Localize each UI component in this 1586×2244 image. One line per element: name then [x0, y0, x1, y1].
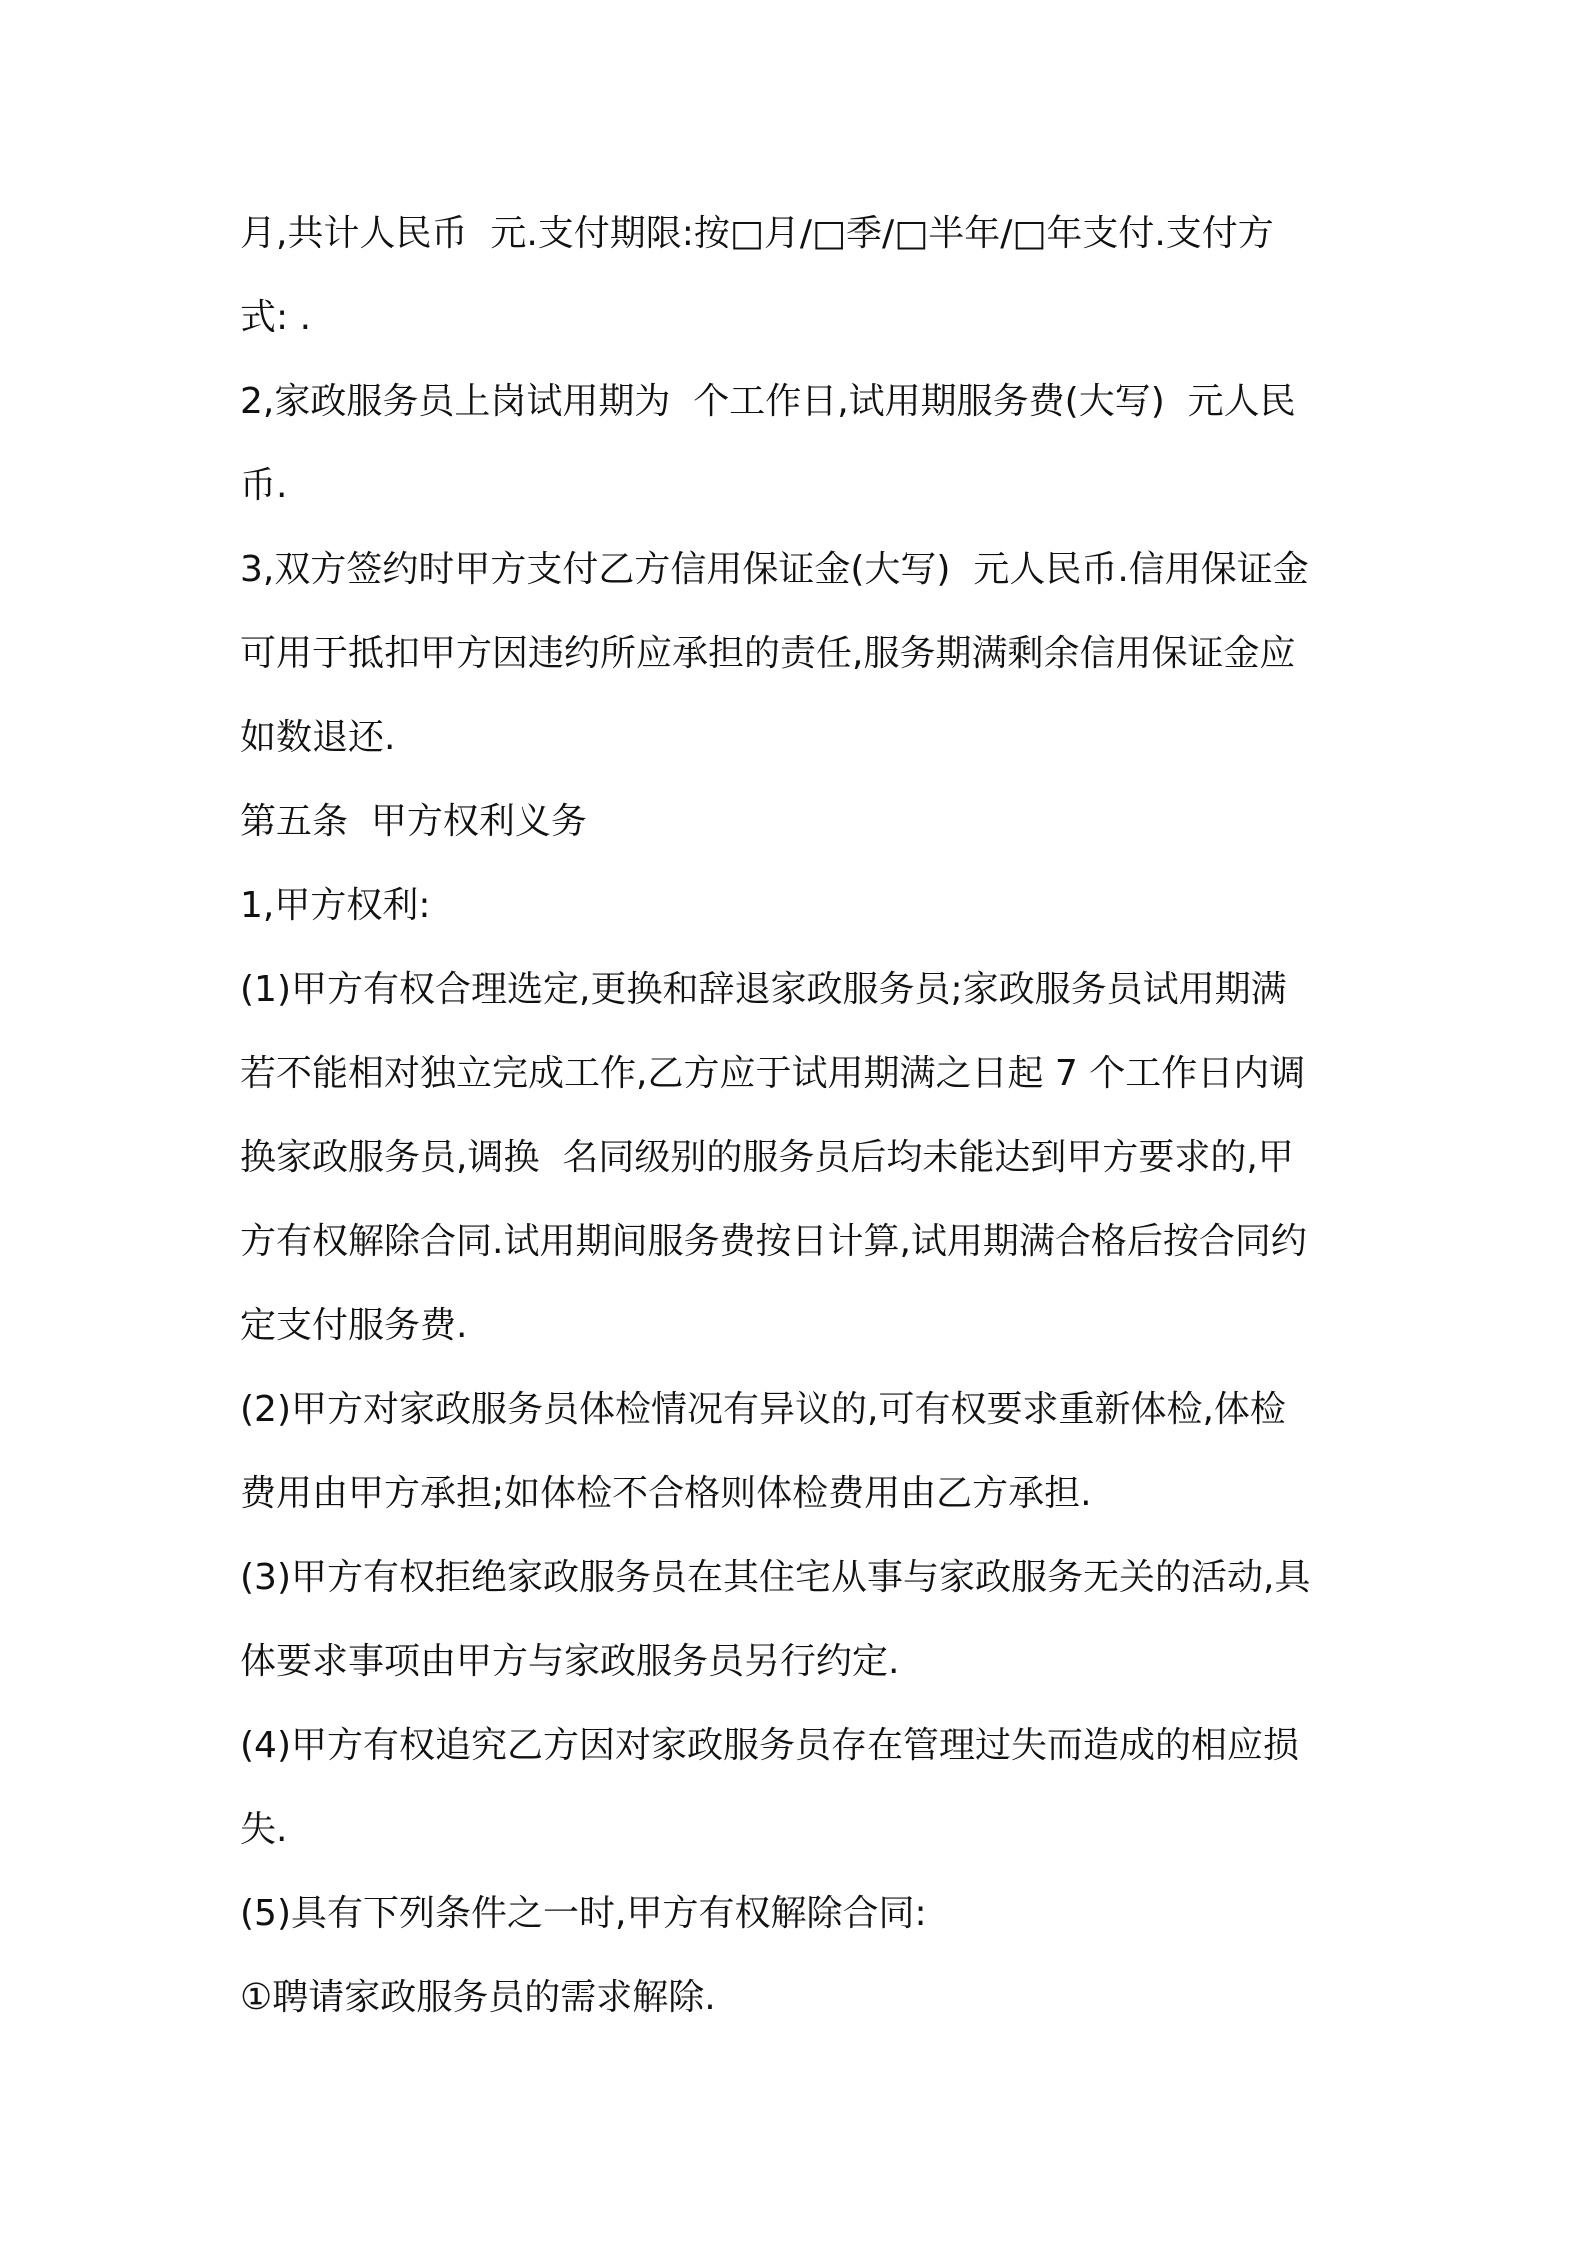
text-line: 如数退还. [240, 717, 396, 758]
text-line: 方有权解除合同.试用期间服务费按日计算,试用期满合格后按合同约 [240, 1221, 1307, 1262]
text-line: (2)甲方对家政服务员体检情况有异议的,可有权要求重新体检,体检 [240, 1389, 1286, 1430]
section-heading: 第五条 甲方权利义务 [240, 801, 587, 842]
text-line: 1,甲方权利: [240, 885, 431, 926]
text-line: 币. [240, 465, 288, 506]
text-line: ①聘请家政服务员的需求解除. [240, 1977, 716, 2018]
text-line: (5)具有下列条件之一时,甲方有权解除合同: [240, 1893, 927, 1934]
text-line: 失. [240, 1809, 288, 1850]
text-line: 体要求事项由甲方与家政服务员另行约定. [240, 1641, 900, 1682]
text-line: (1)甲方有权合理选定,更换和辞退家政服务员;家政服务员试用期满 [240, 969, 1287, 1010]
text-line: 定支付服务费. [240, 1305, 468, 1346]
text-line: 换家政服务员,调换 名同级别的服务员后均未能达到甲方要求的,甲 [240, 1137, 1294, 1178]
text-line: (4)甲方有权追究乙方因对家政服务员存在管理过失而造成的相应损 [240, 1725, 1299, 1766]
text-line: 2,家政服务员上岗试用期为 个工作日,试用期服务费(大写) 元人民 [240, 381, 1296, 422]
text-line: 月,共计人民币 元.支付期限:按□月/□季/□半年/□年支付.支付方 [240, 213, 1274, 254]
text-line: (3)甲方有权拒绝家政服务员在其住宅从事与家政服务无关的活动,具 [240, 1557, 1311, 1598]
document-body [240, 192, 1360, 2040]
text-line: 若不能相对独立完成工作,乙方应于试用期满之日起 7 个工作日内调 [240, 1053, 1306, 1094]
text-line: 费用由甲方承担;如体检不合格则体检费用由乙方承担. [240, 1473, 1092, 1514]
text-line: 可用于抵扣甲方因违约所应承担的责任,服务期满剩余信用保证金应 [240, 633, 1296, 674]
text-line: 式: . [240, 297, 312, 338]
text-line: 3,双方签约时甲方支付乙方信用保证金(大写) 元人民币.信用保证金 [240, 549, 1309, 590]
